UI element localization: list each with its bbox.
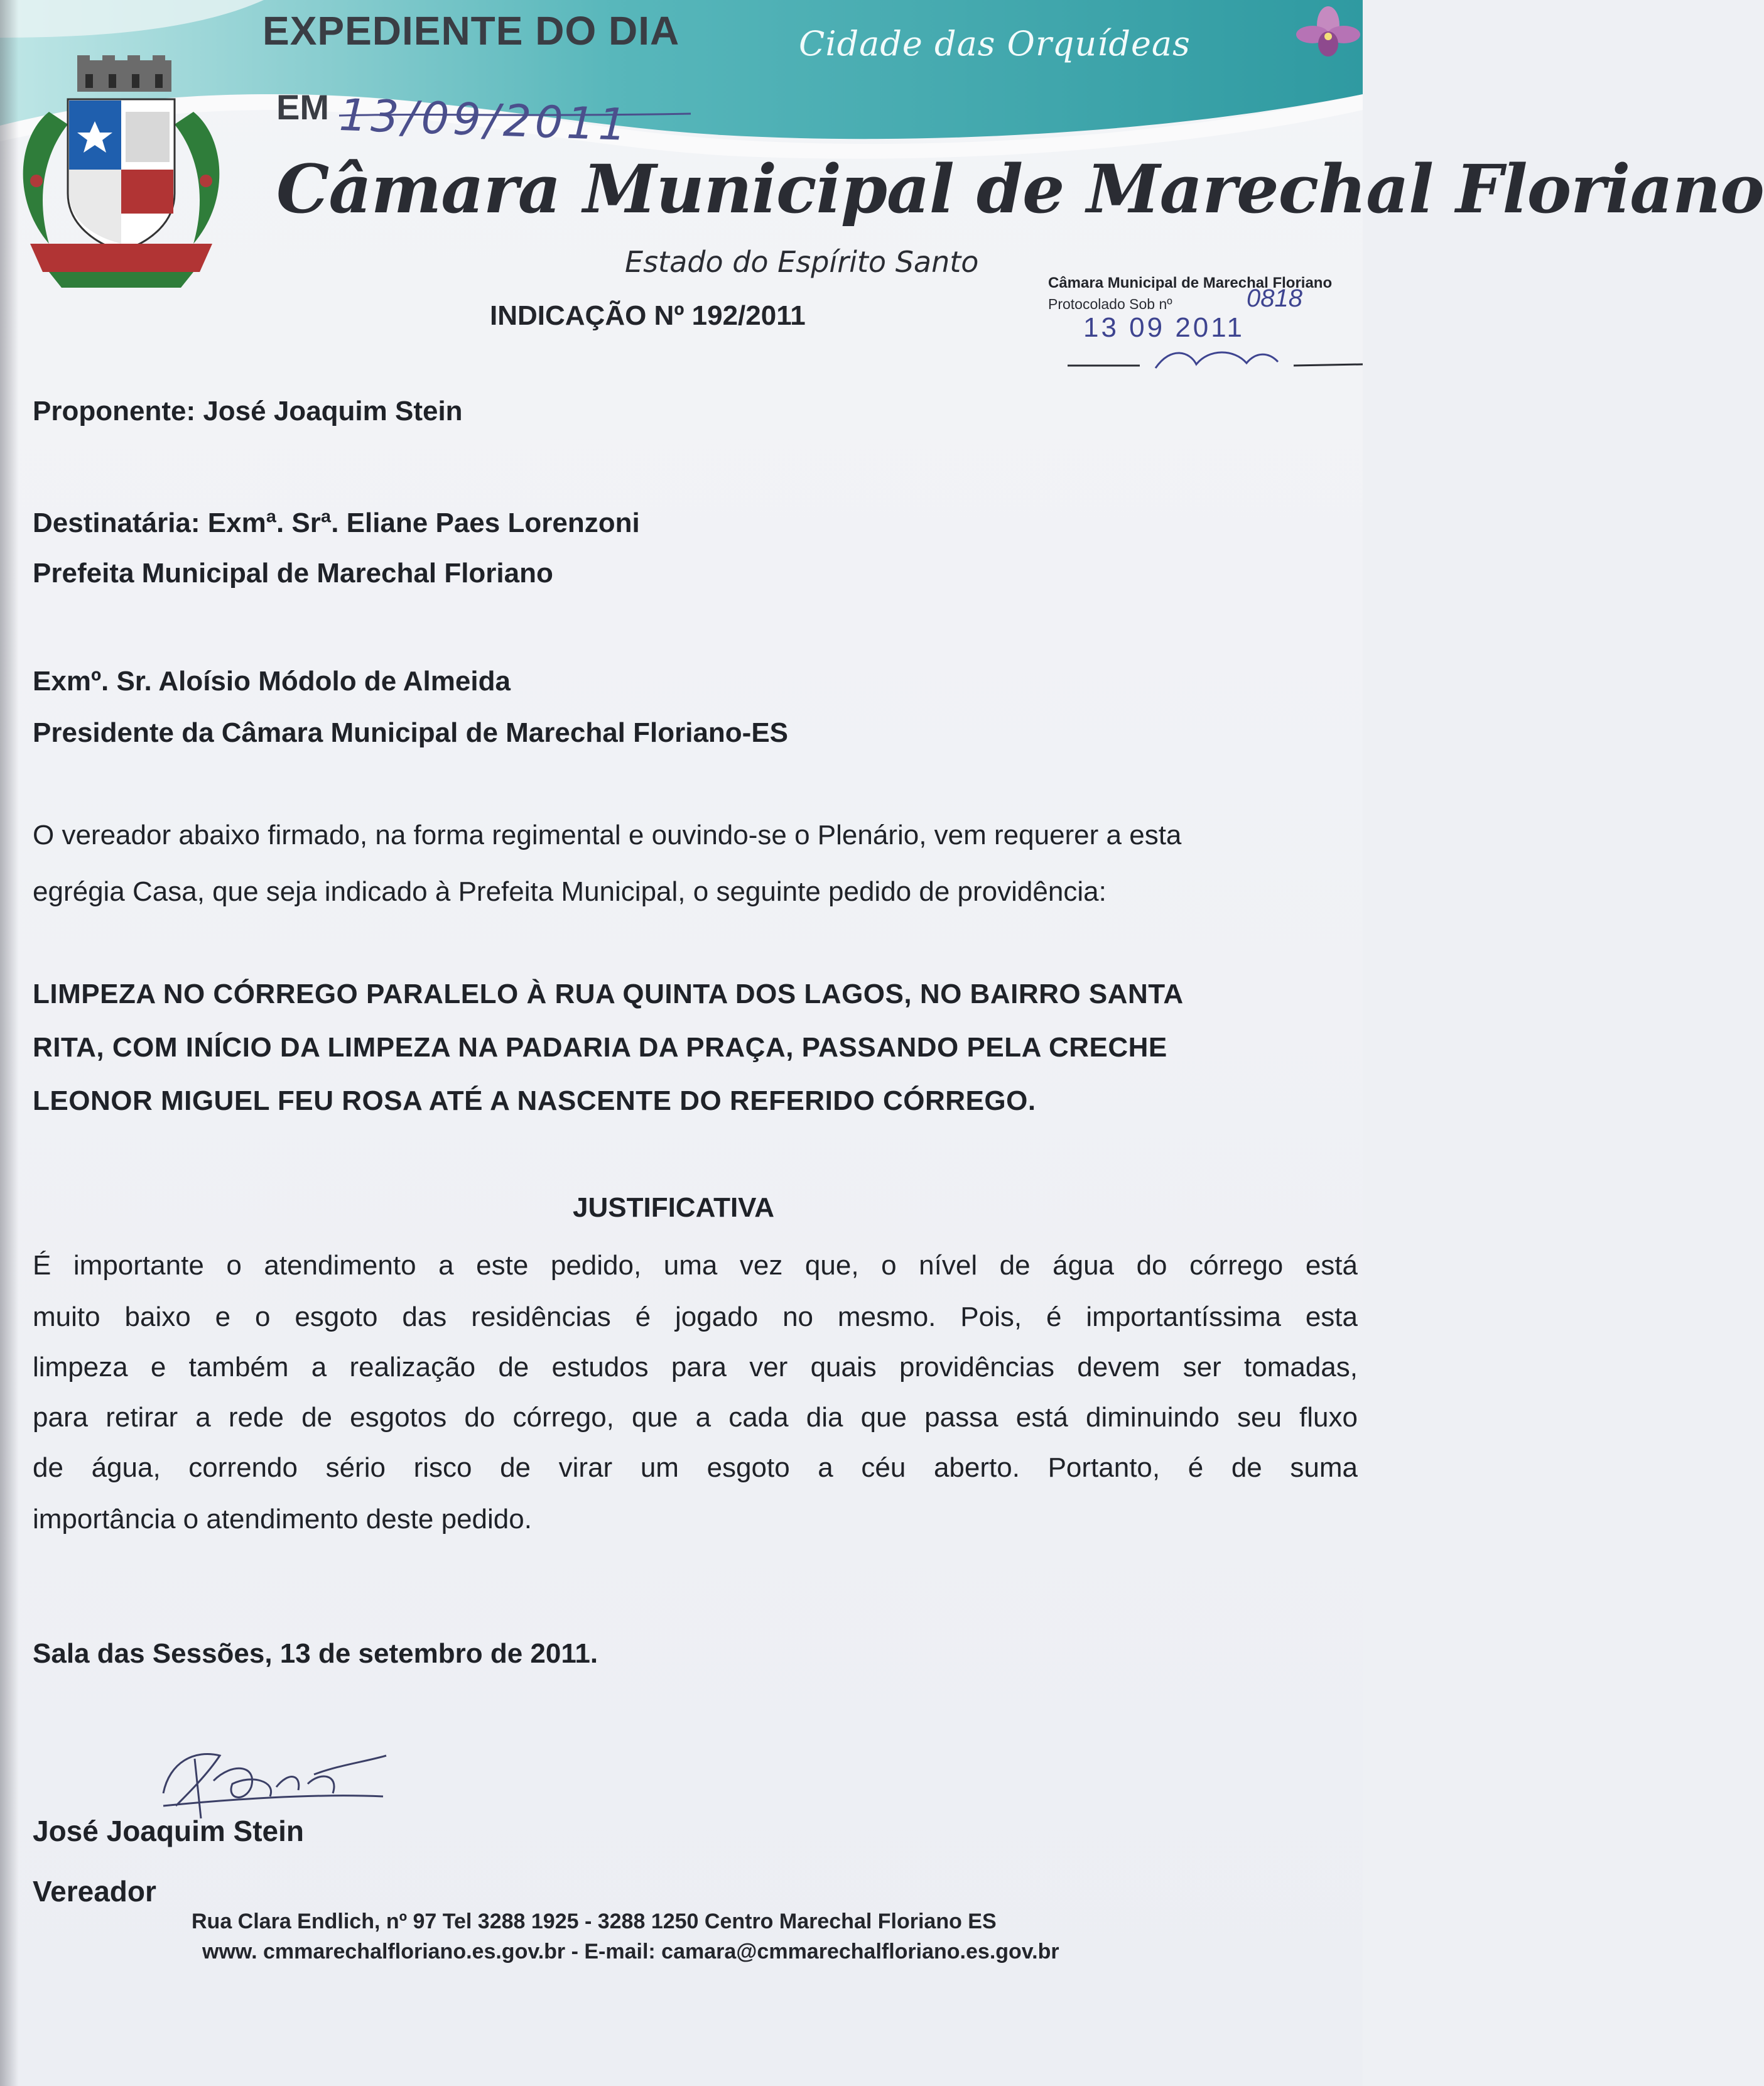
- protocol-stamp: [1046, 267, 1363, 386]
- stamp-chamber-line: Câmara Municipal de Marechal Floriano: [1048, 274, 1333, 291]
- footer-address: Rua Clara Endlich, nº 97 Tel 3288 1925 - 3288 1250 Centro Marechal Floriano ES: [192, 1909, 997, 1933]
- justification-line: importância o atendimento deste pedido.: [33, 1504, 532, 1535]
- expediente-label: EXPEDIENTE DO DIA: [262, 8, 680, 53]
- chamber-name-title: Câmara Municipal de Marechal Floriano: [276, 149, 1764, 228]
- justification-title: JUSTIFICATIVA: [573, 1192, 775, 1223]
- signer-name: José Joaquim Stein: [33, 1815, 305, 1847]
- request-line-3: LEONOR MIGUEL FEU ROSA ATÉ A NASCENTE DO REFERIDO CÓRREGO.: [33, 1085, 1036, 1116]
- stamp-protocol-line: Protocolado Sob nº: [1048, 296, 1172, 312]
- recipient-role: Prefeita Municipal de Marechal Floriano: [33, 558, 553, 589]
- justification-line: para retirar a rede de esgotos do córrego, que a cada dia que passa está diminuindo seu fluxo: [33, 1402, 1358, 1433]
- em-label: EM: [276, 87, 329, 127]
- justification-line: É importante o atendimento a este pedido, uma vez que, o nível de água do córrego está: [33, 1250, 1358, 1281]
- intro-line-1: O vereador abaixo firmado, na forma regimental e ouvindo-se o Plenário, vem requerer a esta: [33, 820, 1182, 850]
- place-and-date: Sala das Sessões, 13 de setembro de 2011.: [33, 1638, 598, 1669]
- handwritten-date: 13/09/2011: [338, 89, 631, 151]
- justification-line: muito baixo e o esgoto das residências é jogado no mesmo. Pois, é importantíssima esta: [33, 1301, 1358, 1332]
- page-edge-shadow: [0, 0, 19, 2086]
- footer-web-email: www. cmmarechalfloriano.es.gov.br - E-mail: camara@cmmarechalfloriano.es.gov.br: [202, 1940, 1059, 1964]
- stamp-protocol-number: 0818: [1247, 285, 1302, 312]
- municipal-coat-of-arms-icon: [11, 55, 231, 300]
- intro-line-2: egrégia Casa, que seja indicado à Prefeita Municipal, o seguinte pedido de providência:: [33, 876, 1107, 907]
- president-name: Exmº. Sr. Aloísio Módolo de Almeida: [33, 666, 511, 697]
- request-line-2: RITA, COM INÍCIO DA LIMPEZA NA PADARIA DA PRAÇA, PASSANDO PELA CRECHE: [33, 1032, 1167, 1063]
- president-role: Presidente da Câmara Municipal de Marechal Floriano-ES: [33, 717, 789, 748]
- justification-line: de água, correndo sério risco de virar um esgoto a céu aberto. Portanto, é de suma: [33, 1452, 1358, 1483]
- handwritten-signature: [151, 1737, 389, 1825]
- orchid-icon: [1294, 0, 1363, 69]
- recipient-name: Destinatária: Exmª. Srª. Eliane Paes Lorenzoni: [33, 508, 640, 538]
- proponent-line: Proponente: José Joaquim Stein: [33, 396, 463, 426]
- indication-number: INDICAÇÃO Nº 192/2011: [490, 300, 806, 331]
- signer-role: Vereador: [33, 1875, 156, 1908]
- city-motto: Cidade das Orquídeas: [799, 24, 1191, 63]
- request-line-1: LIMPEZA NO CÓRREGO PARALELO À RUA QUINTA DOS LAGOS, NO BAIRRO SANTA: [33, 979, 1184, 1009]
- state-subtitle: Estado do Espírito Santo: [625, 245, 979, 279]
- stamp-signature-lines: [1046, 345, 1363, 377]
- justification-line: limpeza e também a realização de estudos para ver quais providências devem ser tomadas,: [33, 1352, 1358, 1383]
- handwritten-underline: [339, 112, 691, 118]
- stamp-date: 13 09 2011: [1083, 312, 1245, 343]
